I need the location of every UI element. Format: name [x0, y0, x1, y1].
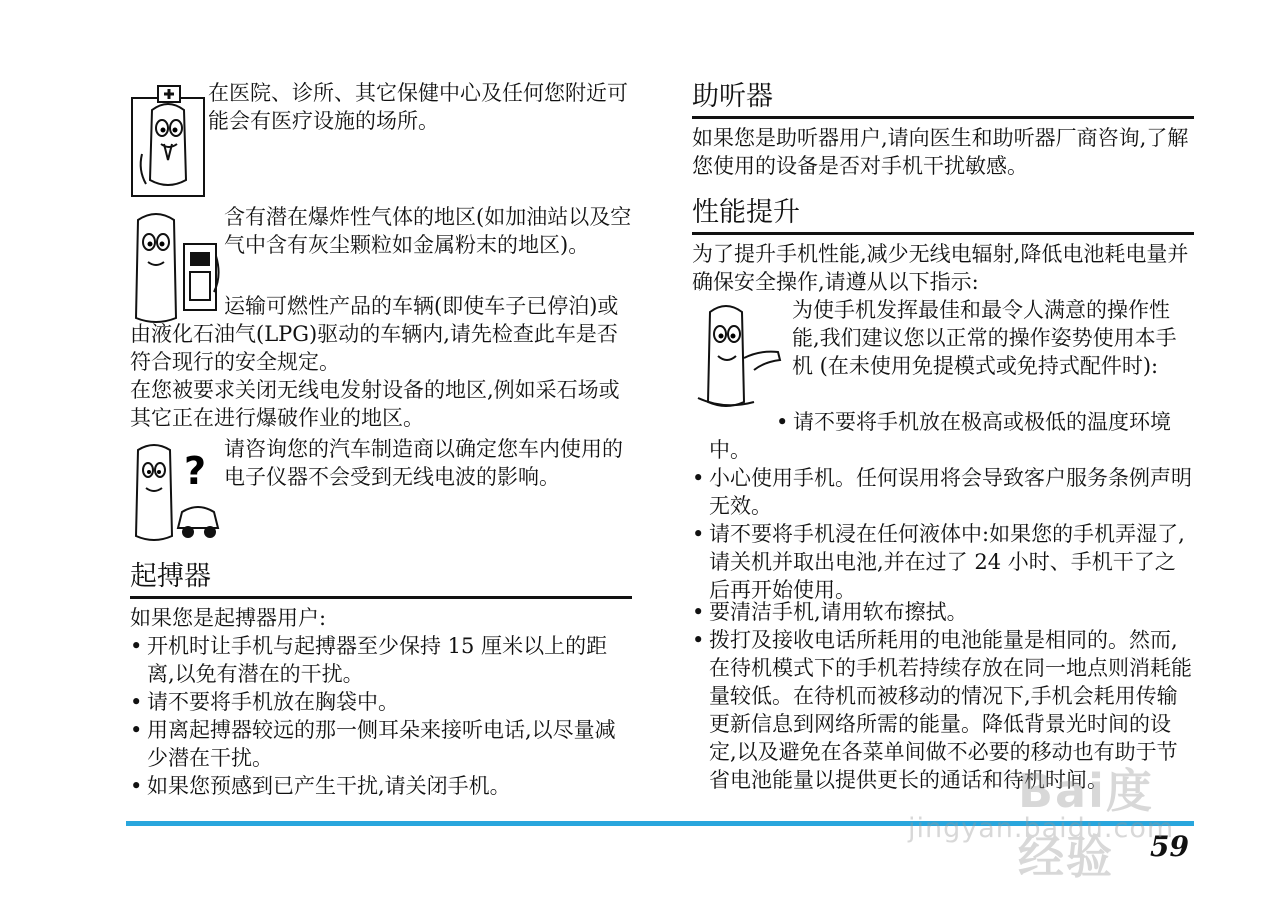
performance-intro: 为了提升手机性能,减少无线电辐射,降低电池耗电量并确保安全操作,请遵从以下指示: — [692, 242, 1189, 294]
hazard-text-explosive: 含有潜在爆炸性气体的地区(如加油站以及空气中含有灰尘颗粒如金属粉末的地区)。 — [224, 205, 632, 257]
performance-heading-rule — [692, 232, 1194, 235]
watermark-url: jingyan.baidu.com — [908, 813, 1175, 844]
hearing-aid-heading: 助听器 — [692, 81, 773, 112]
pacemaker-bullet: • 开机时让手机与起搏器至少保持 15 厘米以上的距离,以免有潜在的干扰。 — [130, 634, 608, 686]
performance-bullet: • 要清洁手机,请用软布擦拭。 — [692, 600, 968, 624]
watermark-title: Bai度经验 — [1018, 764, 1154, 884]
pacemaker-bullet: • 用离起搏器较远的那一侧耳朵来接听电话,以尽量减少潜在干扰。 — [130, 718, 616, 770]
hearing-aid-text: 如果您是助听器用户,请向医生和助听器厂商咨询,了解您使用的设备是否对手机干扰敏感。 — [692, 126, 1189, 178]
hearing-aid-heading-rule — [692, 116, 1194, 119]
hazard-text-hospital: 在医院、诊所、其它保健中心及任何您附近可能会有医疗设施的场所。 — [208, 81, 628, 133]
page-number: 59 — [1150, 830, 1189, 863]
performance-illustrated-text: 为使手机发挥最佳和最令人满意的操作性能,我们建议您以正常的操作姿势使用本手机 (在未使用免提模式或免持式配件时): — [792, 298, 1177, 378]
performance-bullet: • 小心使用手机。任何误用将会导致客户服务条例声明无效。 — [692, 466, 1192, 518]
pacemaker-bullet: • 如果您预感到已产生干扰,请关闭手机。 — [130, 774, 511, 798]
car-question-phone-illustration — [132, 440, 222, 542]
pacemaker-intro: 如果您是起搏器用户: — [130, 606, 327, 630]
pacemaker-heading-rule — [130, 596, 632, 599]
pacemaker-bullet: • 请不要将手机放在胸袋中。 — [130, 690, 399, 714]
hazard-text-blasting: 在您被要求关闭无线电发射设备的地区,例如采石场或其它正在进行爆破作业的地区。 — [130, 378, 620, 430]
pacemaker-heading: 起搏器 — [130, 561, 211, 592]
svg-text:?: ? — [184, 449, 207, 493]
performance-bullet: • 拨打及接收电话所耗用的电池能量是相同的。然而,在待机模式下的手机若持续存放在同一地点则消耗能量较低。在待机而被移动的情况下,手机会耗用传输更新信息到网络所需的能量。降低背景光时间的设定,以及避免在各菜单间做不必要的移动也有助于节省电池能量以提供更长的通话和待机时间。 — [692, 628, 1192, 792]
nurse-phone-illustration — [130, 84, 206, 198]
phone-pointing-illustration — [694, 298, 790, 412]
hazard-text-car: 请咨询您的汽车制造商以确定您车内使用的电子仪器不会受到无线电波的影响。 — [224, 437, 623, 489]
performance-bullet: • 请不要将手机浸在任何液体中:如果您的手机弄湿了,请关机并取出电池,并在过了 24 小时、手机干了之后再开始使用。 — [692, 522, 1185, 602]
footer-accent-line — [126, 821, 1194, 826]
performance-bullet: • 请不要将手机放在极高或极低的温度环境中。 — [709, 410, 1171, 462]
hazard-text-vehicle: 运输可燃性产品的车辆(即使车子已停泊)或由液化石油气(LPG)驱动的车辆内,请先检查此车是否符合现行的安全规定。 — [130, 294, 619, 374]
performance-heading: 性能提升 — [692, 197, 800, 228]
